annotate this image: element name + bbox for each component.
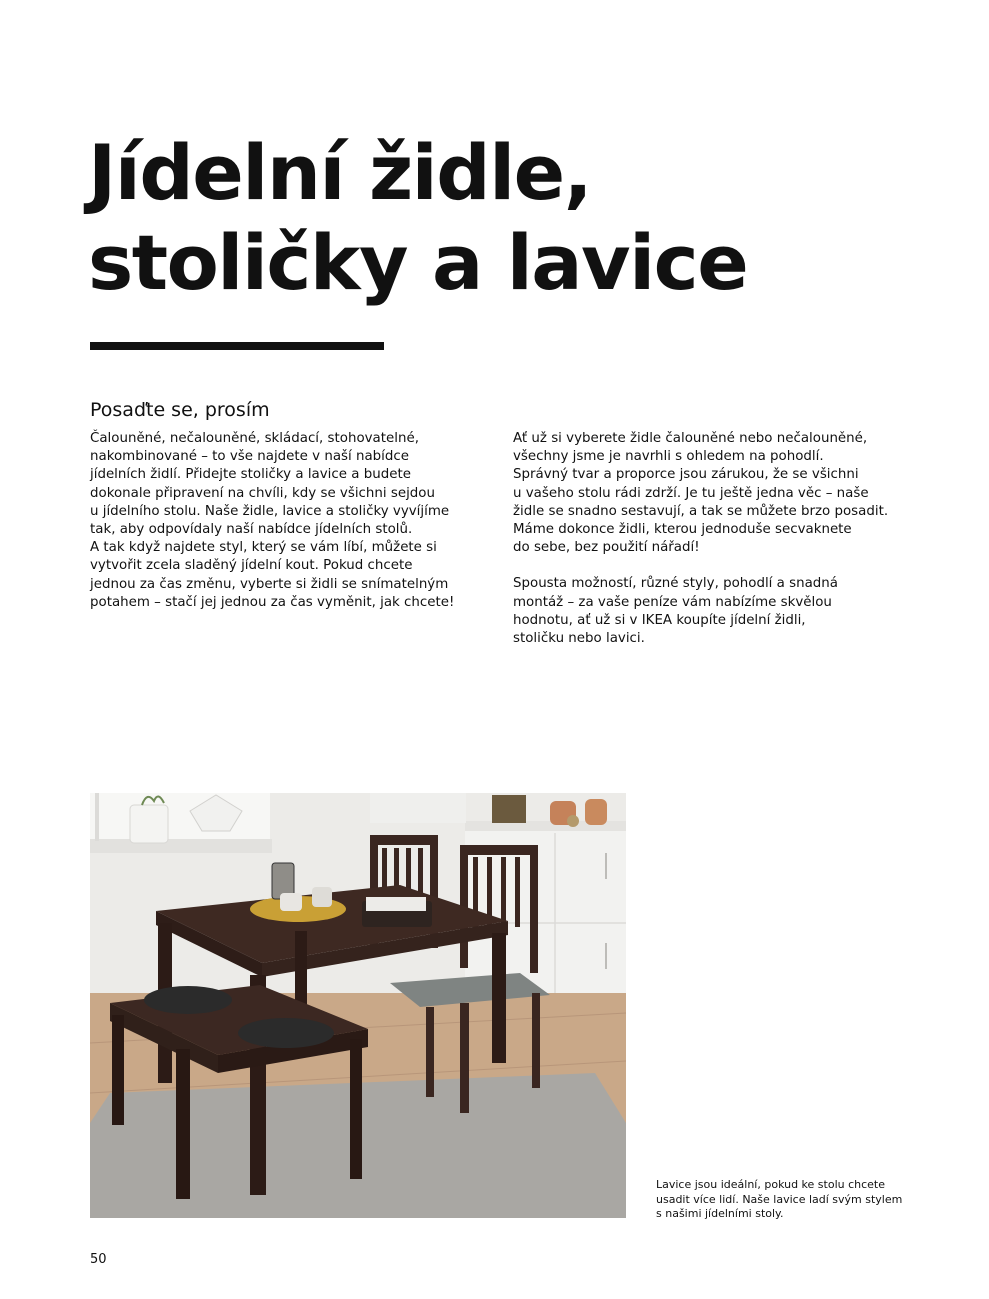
title-underline — [90, 342, 384, 350]
right-text-column — [513, 430, 933, 648]
text-line: u vašeho stolu rádi zdrží. Je tu ještě jedna věc – naše — [513, 485, 869, 501]
text-line: Ať už si vyberete židle čalouněné nebo nečalouněné, — [513, 431, 868, 446]
seat-pad — [238, 1018, 334, 1048]
vase — [585, 799, 607, 825]
text-line: jídelních židlí. Přidejte stoličky a lavice a budete — [90, 467, 411, 483]
upper-cabinet — [370, 793, 466, 823]
jar — [567, 815, 579, 827]
dining-set-photo — [90, 793, 626, 1218]
title-line-1: Jídelní židle, — [88, 128, 592, 217]
cabinet-handle — [605, 943, 607, 969]
title-line-2: stoličky a lavice — [88, 218, 748, 307]
text-line: vytvořit zcela sladěný jídelní kout. Pokud chcete — [90, 558, 413, 574]
left-text-column — [90, 430, 485, 612]
window-sill — [90, 839, 272, 853]
text-line: Čalouněné, nečalouněné, skládací, stohovatelné, — [90, 431, 419, 446]
seat-pad — [144, 986, 232, 1014]
window-frame — [95, 793, 99, 841]
cabinet-handle — [605, 853, 607, 879]
text-line: Máme dokonce židli, kterou jednoduše secvaknete — [513, 522, 852, 538]
page-title — [88, 128, 747, 308]
cup — [280, 893, 302, 911]
paragraph-gap — [513, 557, 933, 575]
caption-line: Lavice jsou ideální, pokud ke stolu chcete — [656, 1178, 886, 1191]
caption-line: s našimi jídelními stoly. — [656, 1207, 784, 1220]
text-line: nakombinované – to vše najdete v naší nabídce — [90, 449, 410, 465]
text-line: A tak když najdete styl, který se vám líbí, můžete si — [90, 540, 437, 556]
text-line: u jídelního stolu. Naše židle, lavice a stoličky vyvíjíme — [90, 503, 450, 519]
text-line: Správný tvar a proporce jsou zárukou, že se všichni — [513, 467, 859, 483]
page-number: 50 — [90, 1252, 107, 1267]
text-line: dokonale připravení na chvíli, kdy se všichni sejdou — [90, 485, 435, 501]
cup — [312, 887, 332, 907]
text-line: všechny jsme je navrhli s ohledem na pohodlí. — [513, 449, 824, 465]
window — [90, 793, 270, 841]
section-subtitle: Posaďte se, prosím — [90, 399, 270, 421]
text-line: jednou za čas změnu, vyberte si židli se snímatelným — [90, 576, 449, 592]
caption-line: usadit více lidí. Naše lavice ladí svým stylem — [656, 1192, 903, 1206]
text-line: židle se snadno sestavují, a tak se můžete brzo posadit. — [513, 503, 889, 519]
text-line: stoličku nebo lavici. — [513, 631, 645, 647]
book — [492, 795, 526, 823]
photo-caption — [656, 1178, 916, 1222]
text-line: montáž – za vaše peníze vám nabízíme skvělou — [513, 594, 832, 610]
text-line: do sebe, bez použití nářadí! — [513, 540, 700, 556]
napkins — [366, 897, 426, 911]
text-line: tak, aby odpovídaly naší nabídce jídelních stolů. — [90, 522, 413, 538]
plant-pot — [130, 805, 168, 843]
text-line: potahem – stačí jej jednou za čas vyměnit, jak chcete! — [90, 594, 455, 610]
text-line: Spousta možností, různé styly, pohodlí a snadná — [513, 576, 838, 592]
text-line: hodnotu, ať už si v IKEA koupíte jídelní židli, — [513, 612, 806, 628]
